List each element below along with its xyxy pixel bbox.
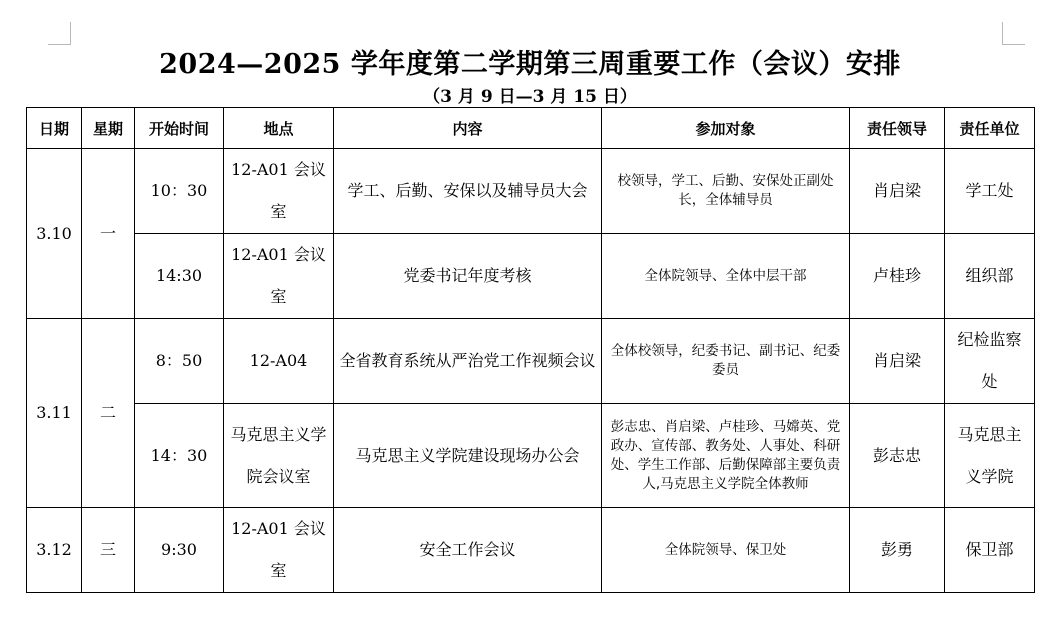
location-cell: 12-A01 会议室 (224, 508, 334, 593)
attendees-cell: 全体院领导、全体中层干部 (602, 234, 850, 319)
location-cell: 马克思主义学院会议室 (224, 404, 334, 508)
unit-cell: 纪检监察处 (945, 319, 1035, 404)
content-cell: 安全工作会议 (334, 508, 602, 593)
leader-cell: 肖启梁 (850, 149, 945, 234)
header-start-time: 开始时间 (135, 108, 224, 149)
header-date: 日期 (27, 108, 82, 149)
table-row (27, 508, 1035, 593)
weekday-cell: 三 (82, 508, 135, 593)
content-cell: 学工、后勤、安保以及辅导员大会 (334, 149, 602, 234)
date-cell: 3.11 (27, 319, 82, 508)
content-cell: 全省教育系统从严治党工作视频会议 (334, 319, 602, 404)
schedule-table (26, 107, 1035, 593)
weekday-cell: 二 (82, 319, 135, 508)
attendees-cell: 校领导，学工、后勤、安保处正副处长，全体辅导员 (602, 149, 850, 234)
attendees-cell: 彭志忠、肖启梁、卢桂珍、马嫦英、党政办、宣传部、教务处、人事处、科研处、学生工作部、后勤保障部主要负责人,马克思主义学院全体教师 (602, 404, 850, 508)
unit-cell: 组织部 (945, 234, 1035, 319)
header-row (27, 108, 1035, 149)
leader-cell: 肖启梁 (850, 319, 945, 404)
unit-cell: 保卫部 (945, 508, 1035, 593)
time-cell: 8：50 (135, 319, 224, 404)
date-cell: 3.12 (27, 508, 82, 593)
content-cell: 党委书记年度考核 (334, 234, 602, 319)
time-cell: 9:30 (135, 508, 224, 593)
leader-cell: 彭志忠 (850, 404, 945, 508)
header-attendees: 参加对象 (602, 108, 850, 149)
time-cell: 14：30 (135, 404, 224, 508)
header-unit: 责任单位 (945, 108, 1035, 149)
attendees-cell: 全体院领导、保卫处 (602, 508, 850, 593)
header-content: 内容 (334, 108, 602, 149)
document-subtitle: （3 月 9 日—3 月 15 日） (423, 87, 637, 107)
document-title: 2024—2025 学年度第二学期第三周重要工作（会议）安排 (159, 49, 901, 80)
time-cell: 10：30 (135, 149, 224, 234)
weekday-cell: 一 (82, 149, 135, 319)
header-weekday: 星期 (82, 108, 135, 149)
time-cell: 14:30 (135, 234, 224, 319)
unit-cell: 学工处 (945, 149, 1035, 234)
table-row (27, 234, 1035, 319)
location-cell: 12-A01 会议室 (224, 149, 334, 234)
unit-cell: 马克思主义学院 (945, 404, 1035, 508)
table-row (27, 319, 1035, 404)
date-cell: 3.10 (27, 149, 82, 319)
content-cell: 马克思主义学院建设现场办公会 (334, 404, 602, 508)
location-cell: 12-A01 会议室 (224, 234, 334, 319)
header-leader: 责任领导 (850, 108, 945, 149)
leader-cell: 卢桂珍 (850, 234, 945, 319)
table-row (27, 149, 1035, 234)
location-cell: 12-A04 (224, 319, 334, 404)
table-row (27, 404, 1035, 508)
attendees-cell: 全体校领导，纪委书记、副书记、纪委委员 (602, 319, 850, 404)
leader-cell: 彭勇 (850, 508, 945, 593)
header-location: 地点 (224, 108, 334, 149)
